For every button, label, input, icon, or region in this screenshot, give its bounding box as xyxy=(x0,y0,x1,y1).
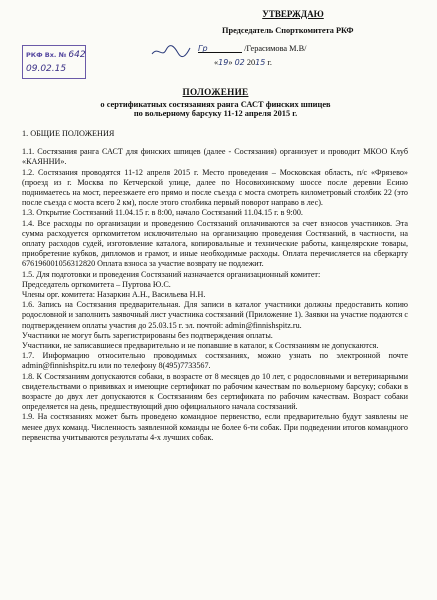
document-subtitle-2: по вольерному барсуку 11-12 апреля 2015 г. xyxy=(133,109,298,118)
paragraph-1-6b: Участники не могут быть зарегистрированы без подтверждения оплаты. xyxy=(22,330,273,340)
paragraph-1-3: 1.3. Открытие Состязаний 11.04.15 г. в 8:00, начало Состязаний 11.04.15 г. в 9:00. xyxy=(22,208,303,218)
approval-date-line xyxy=(198,58,418,67)
date-day: 19 xyxy=(218,58,229,67)
document-title: ПОЛОЖЕНИЕ xyxy=(182,87,249,97)
paragraph-1-5a: 1.5. Для подготовки и проведения Состязаний назначается организационный комитет: xyxy=(22,269,321,279)
document-subtitle-1: о сертификатных состязаниях ранга САСТ финских шпицев xyxy=(100,100,331,109)
signature-blank xyxy=(198,44,242,53)
date-quote-close: » xyxy=(228,58,233,67)
section-heading: 1. ОБЩИЕ ПОЛОЖЕНИЯ xyxy=(22,129,115,138)
approval-name: /Герасимова М.В/ xyxy=(244,44,307,53)
paragraph-1-6a: 1.6. Запись на Состязания предварительная. Для записи в каталог участники должны предоставить копию родословной и заполнить заявочный лист участника состязаний (Приложение 1). Заявки на участие подаются с подтверждением оплаты участия до 25.03.15 г. эл. почтой: admin@finnishspitz.ru. xyxy=(22,300,408,330)
document-body xyxy=(22,129,408,443)
stamp-date: 09.02.15 xyxy=(26,64,67,74)
paragraph-1-8: 1.8. К Состязаниям допускаются собаки, в возрасте от 8 месяцев до 10 лет, с родословными и ветеринарными свидетельствами о прививках и имеющие сертификат по рабочим качествам по вольерному барсуку; собаки в возрасте до двух лет допускаются к Состязаниям без сертификата по рабочим качествам. Возраст собаки определяется на день, предшествующий дню официального начала состязаний. xyxy=(22,371,408,412)
date-month: 02 xyxy=(234,58,245,67)
paragraph-1-7: 1.7. Информацию относительно проводимых состязаниях, можно узнать по электронной почте admin@finnishspitz.ru или по телефону 8(495)7733567. xyxy=(22,351,408,371)
approval-signature-line xyxy=(198,44,418,53)
document-title-block xyxy=(22,87,409,118)
stamp-org-line xyxy=(26,50,86,60)
handwritten-signature: Гр xyxy=(198,44,208,53)
date-day-blank xyxy=(218,58,228,67)
date-year: 15 xyxy=(255,58,266,67)
paragraph-1-5c: Члены орг. комитета: Назаркин А.Н., Васильева Н.Н. xyxy=(22,290,206,300)
signature-scribble xyxy=(150,44,192,58)
stamp-number: 642 xyxy=(68,50,86,60)
date-quote-open: « xyxy=(214,58,219,67)
date-year-blank xyxy=(255,58,265,67)
paragraph-1-6c: Участники, не записавшиеся предварительно и не попавшие в каталог, к Состязаниям не допускаются. xyxy=(22,341,379,351)
registration-stamp xyxy=(22,45,86,79)
paragraph-1-9: 1.9. На состязаниях может быть проведено командное первенство, если предварительно будут заявлены не менее двух команд. Численность заявленной команды не более 6-ти собак. При подведении итогов командного первенства учитываются результаты 4-х лучших собак. xyxy=(22,412,408,442)
paragraph-1-2: 1.2. Состязания проводятся 11-12 апреля 2015 г. Место проведения – Московская область, п/с «Фрязево» (проезд из г. Москва по Кетчерской улице, далее по Носовихинскому шоссе после деревни Есино поднимаетесь на мост, переезжаете его прямо и после съезда с моста смотреть километровый столбик 22 (это после съезда с моста всего 2 км), после этого столбика первый поворот направо в лес). xyxy=(22,167,408,208)
date-year-suffix: г. xyxy=(267,58,272,67)
paragraph-1-4: 1.4. Все расходы по организации и проведению Состязаний оплачиваются за счет взносов участников. Эта сумма расходуется оргкомитетом исключительно на организацию проведения Состязаний, в частности, на оплату расходов судей, изготовление каталога, копировальные и технические работы, канцелярские товары, приобретение кубков, дипломов и грамот, и иные необходимые расходы. Оплата перечисляется на сберкарту 676196001056312820 Оплата взноса за участие возврату не подлежит. xyxy=(22,218,408,269)
paragraph-1-5b: Председатель оргкомитета – Пуртова Ю.С. xyxy=(22,279,171,289)
approval-heading: УТВЕРЖДАЮ xyxy=(262,9,324,19)
date-year-prefix: 20 xyxy=(246,58,256,67)
date-month-blank xyxy=(235,58,245,67)
approval-block xyxy=(198,9,418,67)
stamp-org: РКФ Вх. № xyxy=(26,51,67,59)
approval-position: Председатель Спорткомитета РКФ xyxy=(222,26,354,35)
stamp-date-line xyxy=(26,64,66,74)
paragraph-1-1: 1.1. Состязания ранга САСТ для финских шпицев (далее - Состязания) организует и проводит МКОО Клуб «КАЯННИ». xyxy=(22,147,408,167)
